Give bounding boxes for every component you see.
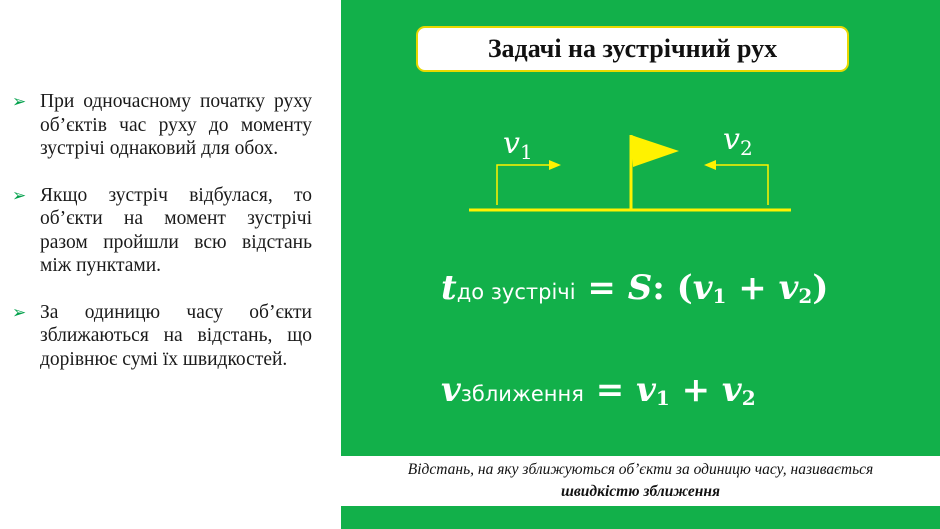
list-item xyxy=(12,301,312,372)
arrow-bullet-icon: ➢ xyxy=(12,92,27,111)
list-item xyxy=(12,184,312,278)
right-panel xyxy=(341,0,940,529)
arrow-left-path xyxy=(497,165,549,205)
note-text: Відстань, на яку зближуються об’єкти за одиницю часу, називається xyxy=(407,461,874,478)
bullet-list xyxy=(12,90,312,394)
meeting-time-formula: tдо зустрічі = S: (v1 + v2) xyxy=(441,268,829,308)
slide-title-text: Задачі на зустрічний рух xyxy=(487,34,778,63)
arrow-bullet-icon: ➢ xyxy=(12,185,27,205)
slide-title xyxy=(416,26,849,72)
motion-diagram xyxy=(461,115,801,225)
v2-label: $v_2$ xyxy=(723,122,753,160)
bullet-text: За одиницю часу об’єкти зближаються на відстань, що дорівнює сумі їх швидкостей. xyxy=(40,301,312,370)
v1-label: $v_1$ xyxy=(503,126,533,164)
arrow-right-path xyxy=(716,165,768,205)
bullet-text: Якщо зустріч відбулася, то об’єкти на момент зустрічі разом пройшли всю відстань між пунктами. xyxy=(40,184,312,276)
note-bold-term: швидкістю зближення xyxy=(560,483,721,500)
definition-note xyxy=(341,456,940,506)
list-item xyxy=(12,90,312,161)
flag-icon xyxy=(631,135,679,167)
bullet-text: При одночасному початку руху об’єктів час руху до моменту зустрічі однаковий для обох. xyxy=(40,91,312,159)
arrow-bullet-icon: ➢ xyxy=(12,302,27,322)
arrow-left-head xyxy=(549,160,561,170)
left-panel xyxy=(0,0,341,529)
approach-speed-formula: vзближення = v1 + v2 xyxy=(441,370,756,410)
arrow-right-head xyxy=(704,160,716,170)
